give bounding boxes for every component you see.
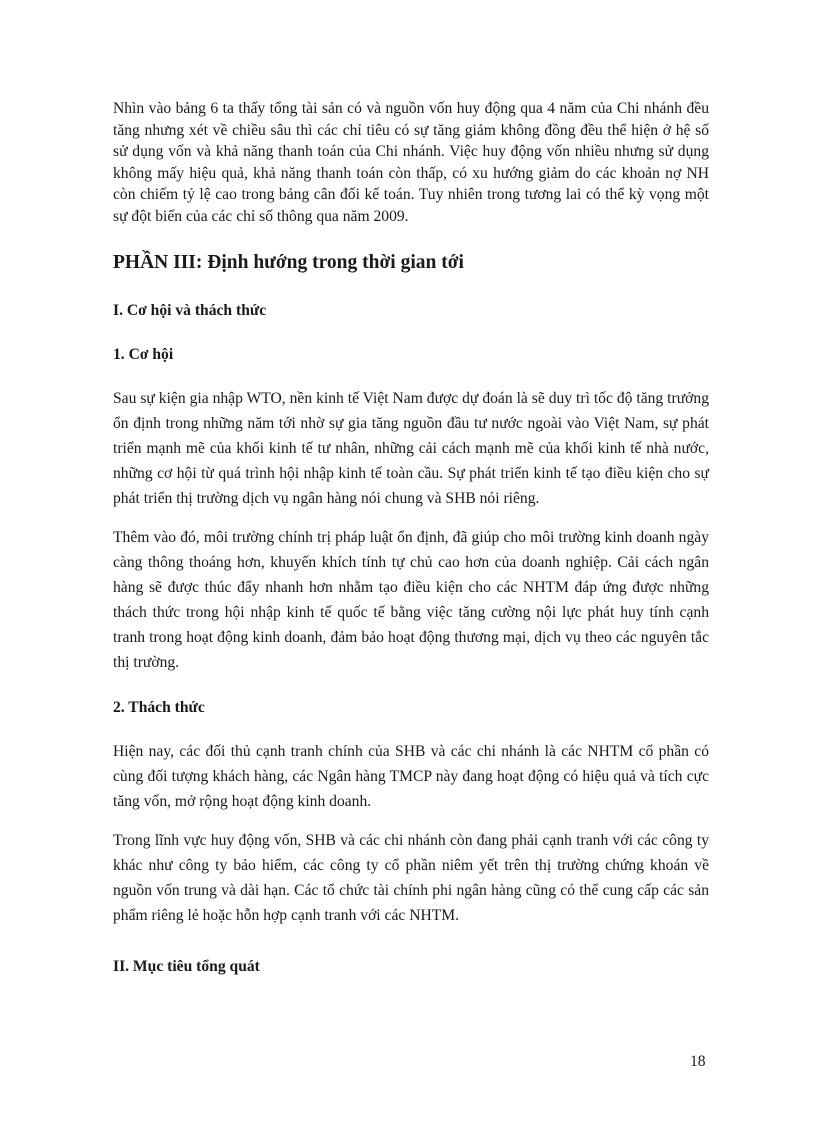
challenge-paragraph-1: Hiện nay, các đối thủ cạnh tranh chính của SHB và các chi nhánh là các NHTM cổ phần có cùng đối tượng khách hàng, các Ngân hàng TMCP này đang hoạt động có hiệu quả và tích cực tăng vốn, mở rộng hoạt động kinh doanh. (113, 742, 709, 810)
subheading-challenge: 2. Thách thức (113, 698, 205, 716)
opportunity-paragraph-2: Thêm vào đó, môi trường chính trị pháp luật ổn định, đã giúp cho môi trường kinh doanh ngày càng thông thoáng hơn, khuyến khích tính tự chủ cao hơn của doanh nghiệp. Cải cách ngân hàng sẽ được thúc đẩy nhanh hơn nhằm tạo điều kiện cho các NHTM đáp ứng được những thách thức trong hội nhập kinh tế quốc tế bằng việc tăng cường nội lực phát huy tính cạnh tranh trong hoạt động kinh doanh, đảm bảo hoạt động thương mại, dịch vụ theo các nguyên tắc thị trường. (113, 528, 709, 671)
challenge-paragraph-2: Trong lĩnh vực huy động vốn, SHB và các chi nhánh còn đang phải cạnh tranh với các công ty khác như công ty bảo hiểm, các công ty cổ phần niêm yết trên thị trường chứng khoán về nguồn vốn trung và dài hạn. Các tổ chức tài chính phi ngân hàng cũng có thể cung cấp các sản phẩm riêng lẻ hoặc hỗn hợp cạnh tranh với các NHTM. (113, 831, 709, 924)
section-heading-opportunities-challenges: I. Cơ hội và thách thức (113, 301, 267, 319)
opportunity-paragraph-1: Sau sự kiện gia nhập WTO, nền kinh tế Việt Nam được dự đoán là sẽ duy trì tốc độ tăng trưởng ổn định trong những năm tới nhờ sự gia tăng nguồn đầu tư nước ngoài vào Việt Nam, sự phát triển mạnh mẽ của khối kinh tế tư nhân, những cải cách mạnh mẽ của khối kinh tế nhà nước, những cơ hội từ quá trình hội nhập kinh tế toàn cầu. Sự phát triển kinh tế tạo điều kiện cho sự phát triển thị trường dịch vụ ngân hàng nói chung và SHB nói riêng. (113, 389, 709, 507)
subheading-opportunity: 1. Cơ hội (113, 345, 174, 363)
intro-paragraph: Nhìn vào bảng 6 ta thấy tổng tài sản có và nguồn vốn huy động qua 4 năm của Chi nhánh đều tăng nhưng xét về chiều sâu thì các chỉ tiêu có sự tăng giảm không đồng đều thể hiện ở hệ số sử dụng vốn và khả năng thanh toán của Chi nhánh. Việc huy động vốn nhiều nhưng sử dụng không mấy hiệu quả, khả năng thanh toán còn thấp, có xu hướng giảm do các khoản nợ NH còn chiếm tỷ lệ cao trong bảng cân đối kế toán. Tuy nhiên trong tương lai có thể kỳ vọng một sự đột biến của các chỉ số thông qua năm 2009. (113, 100, 709, 225)
part-heading: PHẦN III: Định hướng trong thời gian tới (113, 251, 464, 273)
page-number: 18 (690, 1053, 706, 1070)
page-content (113, 98, 709, 978)
section-heading-general-objectives: II. Mục tiêu tổng quát (113, 957, 260, 975)
